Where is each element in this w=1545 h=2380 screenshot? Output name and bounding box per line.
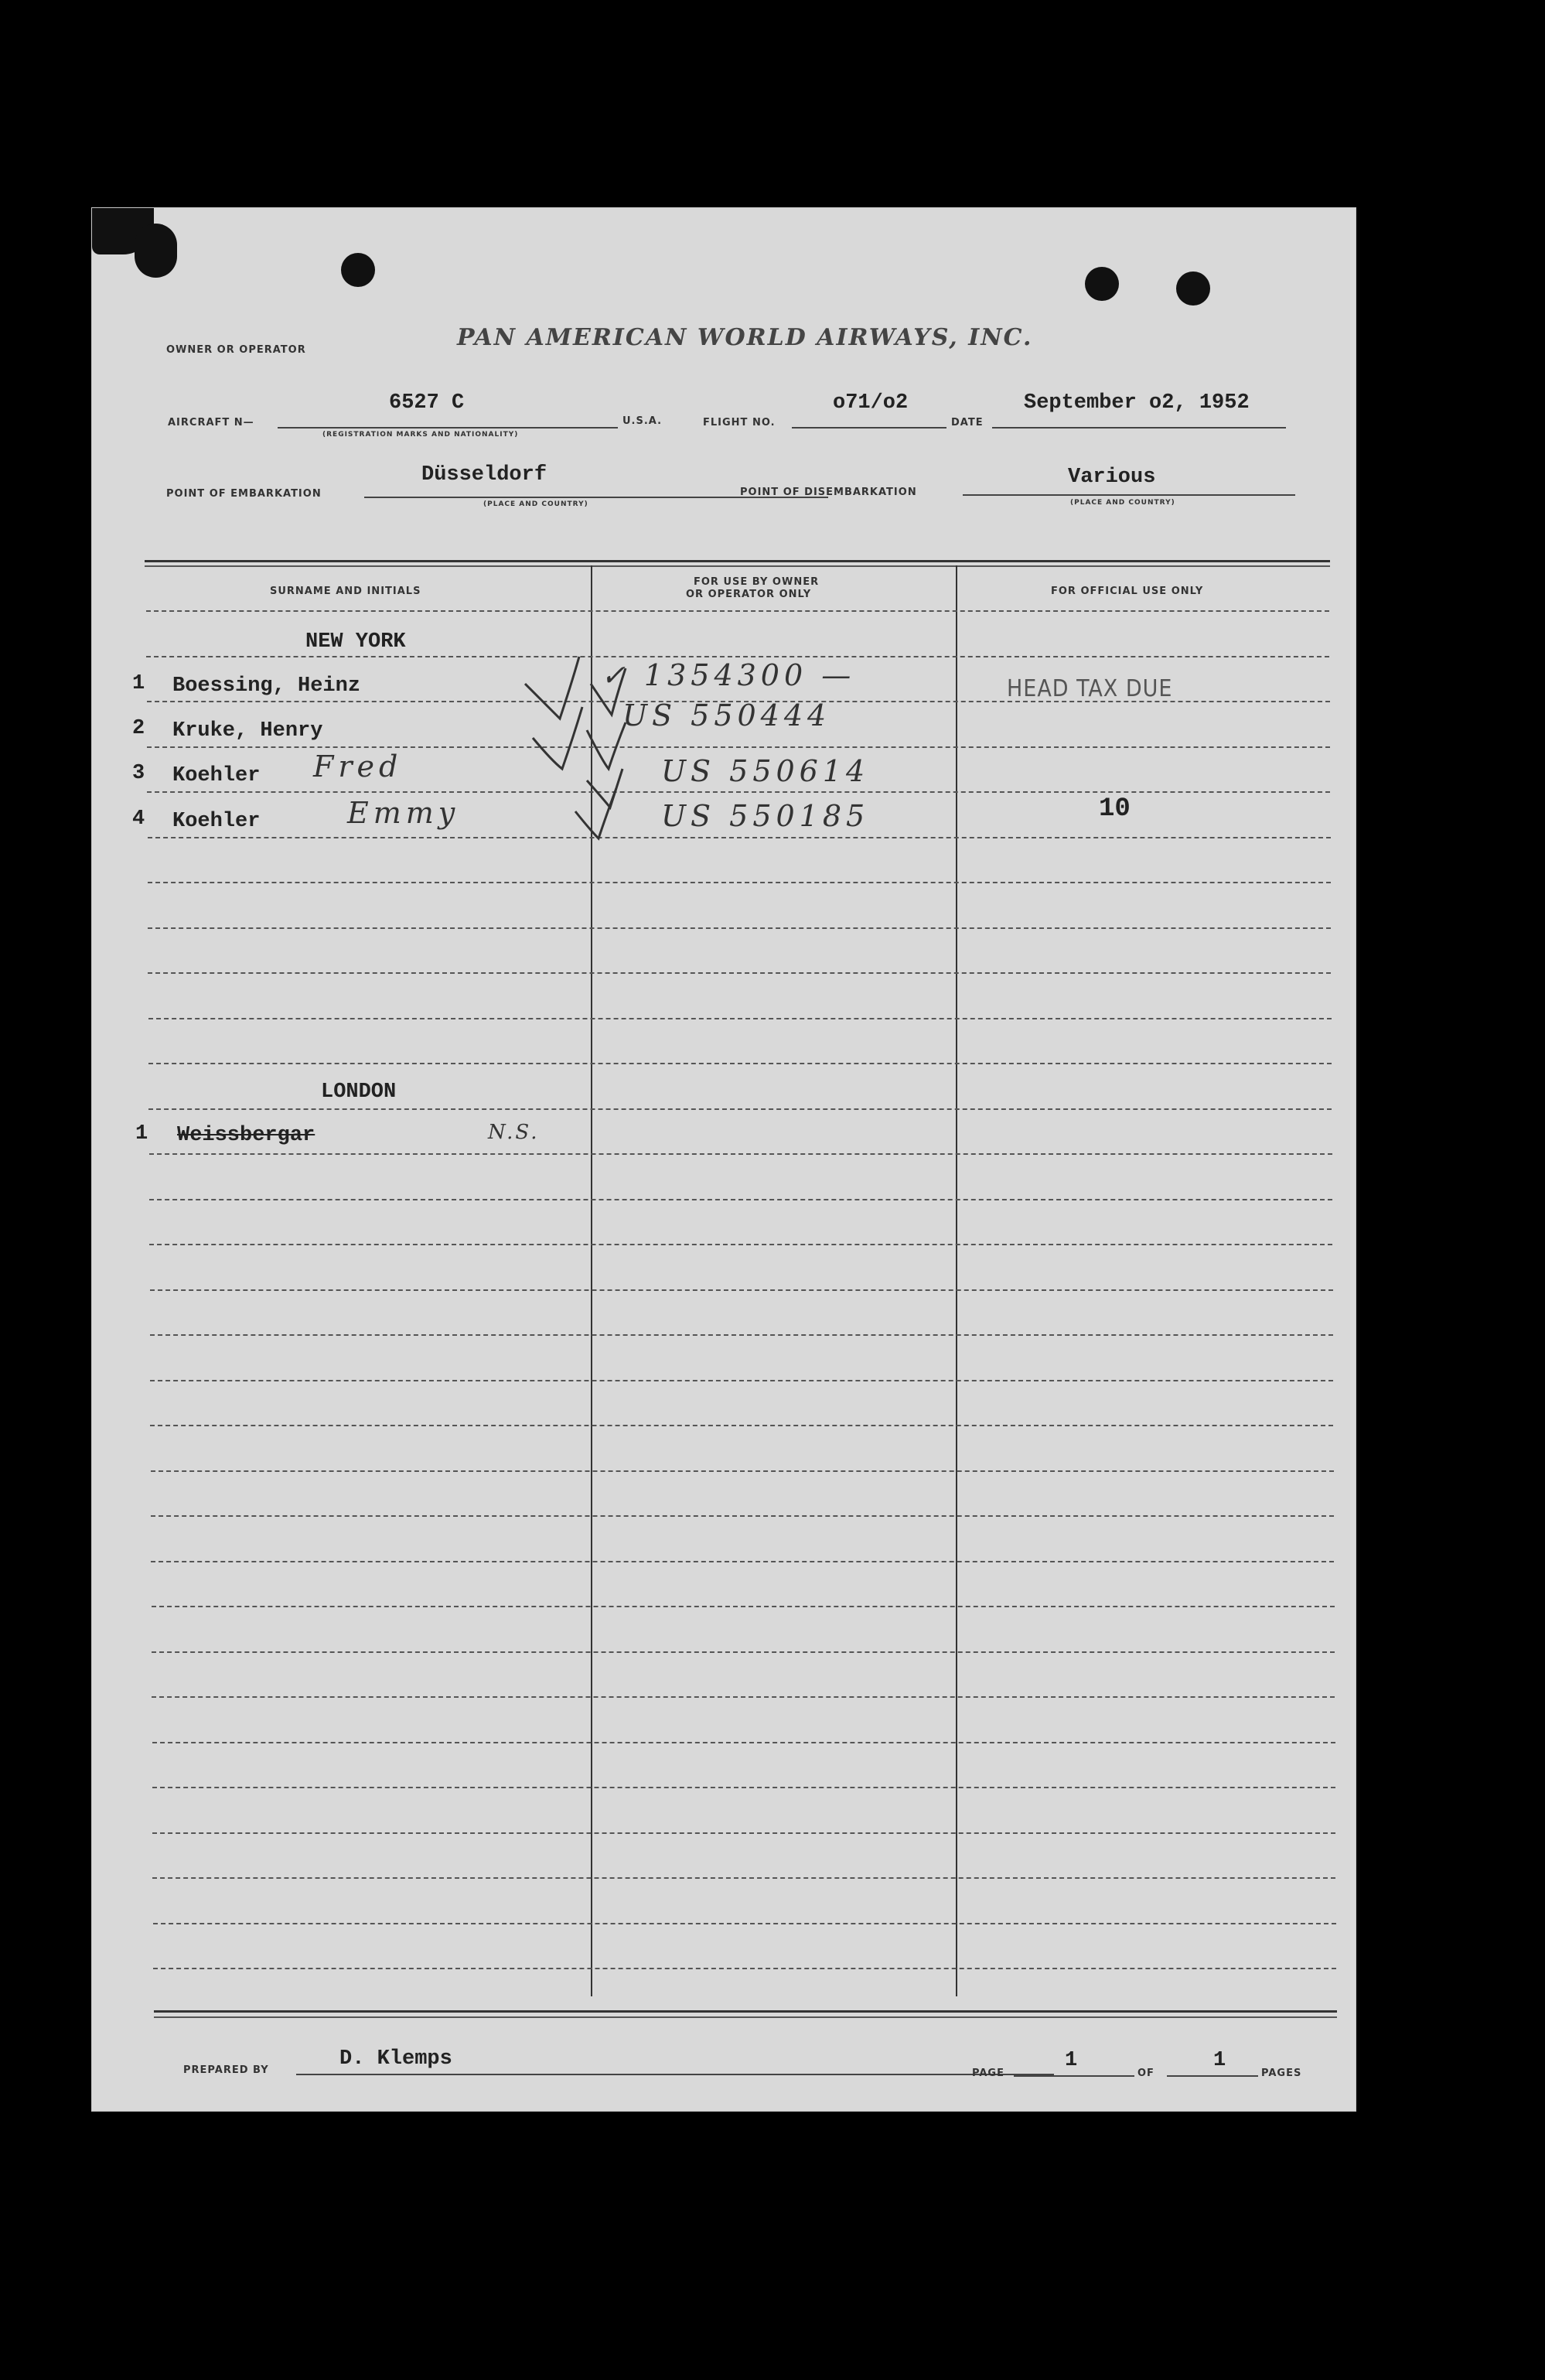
passenger-name: Kruke, Henry — [172, 719, 323, 743]
table-rule — [148, 1063, 1332, 1064]
col-owner-header-1: FOR USE BY OWNER — [694, 576, 820, 588]
table-rule — [152, 1696, 1335, 1698]
owner-use-entry: ✓ 1354300 — — [601, 658, 856, 692]
page-value: 1 — [1065, 2049, 1078, 2072]
table-rule — [151, 1515, 1334, 1517]
table-rule — [152, 1787, 1335, 1788]
table-rule — [147, 791, 1330, 793]
table-rule — [149, 1244, 1332, 1245]
table-rule — [148, 1018, 1332, 1019]
handwritten-note: N.S. — [488, 1121, 540, 1144]
table-rule — [146, 610, 1329, 612]
punch-hole — [341, 253, 375, 287]
disembark-label: POINT OF DISEMBARKATION — [740, 487, 917, 498]
date-value: September o2, 1952 — [1024, 391, 1250, 415]
owner-label: OWNER OR OPERATOR — [166, 344, 306, 356]
punch-hole — [1176, 271, 1210, 306]
prepared-value: D. Klemps — [339, 2047, 452, 2071]
passenger-name: Koehler — [172, 810, 261, 833]
table-rule — [148, 927, 1331, 929]
table-rule — [153, 1968, 1336, 1969]
table-rule — [152, 1606, 1335, 1607]
row-number: 1 — [135, 1122, 148, 1146]
flight-value: o71/o2 — [833, 391, 909, 415]
check-marks — [517, 653, 657, 854]
head-tax-stamp: HEAD TAX DUE — [1007, 675, 1173, 702]
pages-label: PAGES — [1261, 2068, 1302, 2079]
of-label: OF — [1137, 2068, 1154, 2079]
embark-value: Düsseldorf — [421, 463, 547, 487]
flight-label: FLIGHT NO. — [703, 417, 776, 429]
passenger-name: Boessing, Heinz — [172, 674, 361, 698]
page-label: PAGE — [972, 2068, 1004, 2079]
table-rule — [148, 972, 1331, 974]
handwritten-given-name: Fred — [313, 750, 403, 784]
aircraft-label: AIRCRAFT N— — [168, 417, 254, 429]
table-rule — [148, 1108, 1332, 1110]
passenger-name: Weissbergar — [177, 1124, 315, 1147]
table-rule — [151, 1470, 1334, 1472]
table-rule — [152, 1742, 1335, 1743]
table-rule — [147, 746, 1330, 748]
table-rule — [152, 1651, 1335, 1653]
table-rule — [148, 837, 1331, 838]
official-entry: 10 — [1099, 794, 1131, 824]
section-heading-new-york: NEW YORK — [305, 630, 406, 654]
row-number: 2 — [132, 717, 145, 740]
row-number: 1 — [132, 672, 145, 695]
embark-label: POINT OF EMBARKATION — [166, 488, 322, 500]
table-rule — [152, 1877, 1335, 1879]
table-rule — [150, 1289, 1333, 1291]
table-rule — [150, 1380, 1333, 1381]
owner-use-entry: US 550185 — [661, 799, 870, 833]
passenger-name: Koehler — [172, 764, 261, 787]
col-owner-header-2: OR OPERATOR ONLY — [686, 589, 812, 600]
table-rule — [150, 1425, 1333, 1426]
usa-label: U.S.A. — [622, 415, 663, 427]
section-heading-london: LONDON — [321, 1081, 397, 1104]
table-rule — [150, 1334, 1333, 1336]
handwritten-given-name: Emmy — [347, 796, 460, 830]
col-surname-header: SURNAME AND INITIALS — [270, 586, 421, 597]
table-rule — [151, 1561, 1334, 1562]
table-rule — [149, 1153, 1332, 1155]
col-official-header: FOR OFFICIAL USE ONLY — [1051, 586, 1204, 597]
owner-use-entry: US 550614 — [661, 754, 870, 788]
place-country-note: (PLACE AND COUNTRY) — [483, 500, 588, 508]
row-number: 4 — [132, 808, 145, 831]
table-rule — [148, 882, 1331, 883]
table-rule — [149, 1199, 1332, 1200]
date-label: DATE — [951, 417, 984, 429]
disembark-value: Various — [1068, 466, 1156, 489]
owner-use-entry: US 550444 — [622, 698, 831, 732]
manifest-page — [91, 207, 1356, 2112]
table-rule — [153, 1923, 1336, 1924]
prepared-label: PREPARED BY — [183, 2064, 269, 2076]
of-value: 1 — [1213, 2049, 1226, 2072]
punch-hole — [1085, 267, 1119, 301]
company-logo: PAN AMERICAN WORLD AIRWAYS, INC. — [457, 324, 1033, 351]
aircraft-value: 6527 C — [389, 391, 465, 415]
registration-note: (REGISTRATION MARKS AND NATIONALITY) — [322, 431, 519, 439]
place-country-note: (PLACE AND COUNTRY) — [1070, 499, 1175, 507]
table-rule — [152, 1832, 1335, 1834]
table-rule — [146, 656, 1329, 657]
torn-corner-blot-2 — [135, 224, 177, 278]
row-number: 3 — [132, 762, 145, 785]
